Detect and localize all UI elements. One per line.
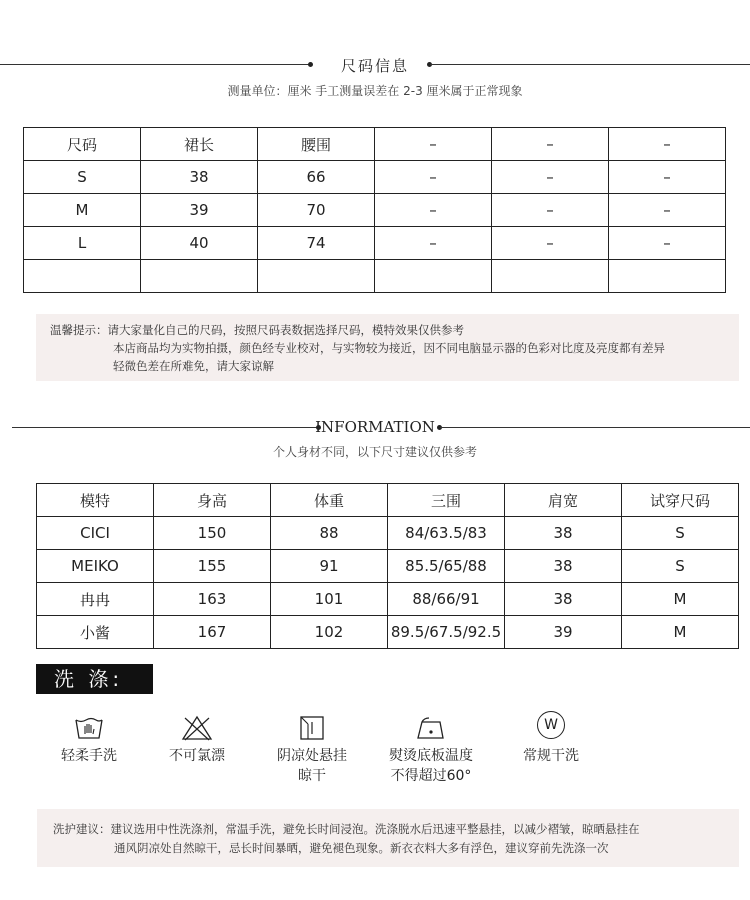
care-advice-line: 洗护建议：建议选用中性洗涤剂，常温手洗，避免长时间浸泡。洗涤脱水后迅速平整悬挂，以减少褶皱，晾晒悬挂在 [53, 822, 640, 836]
model-cell: S [622, 517, 739, 550]
size-cell: – [492, 227, 609, 260]
model-cell: 101 [271, 583, 388, 616]
size-cell: – [609, 161, 726, 194]
model-cell: 102 [271, 616, 388, 649]
model-header-cell: 身高 [154, 484, 271, 517]
model-cell: 91 [271, 550, 388, 583]
model-cell: CICI [37, 517, 154, 550]
tip-line: 本店商品均为实物拍摄，颜色经专业校对，与实物较为接近，因不同电脑显示器的色彩对比度及亮度都有差异 [113, 341, 665, 355]
model-cell: 88 [271, 517, 388, 550]
no-bleach-label: 不可氯漂 [169, 748, 225, 764]
wash-section-title: 洗 涤: [36, 664, 153, 694]
model-cell: 39 [505, 616, 622, 649]
table-row [24, 194, 726, 227]
iron-icon [414, 714, 448, 742]
info-title-line-right [440, 427, 750, 428]
size-cell: S [24, 161, 141, 194]
model-cell: M [622, 583, 739, 616]
size-header-cell: – [609, 128, 726, 161]
care-advice-box [37, 809, 739, 867]
model-header-cell: 试穿尺码 [622, 484, 739, 517]
size-section-subtitle: 测量单位：厘米 手工测量误差在 2-3 厘米属于正常现象 [227, 84, 523, 98]
size-section-title: 尺码信息 [340, 57, 409, 75]
iron-label-1: 熨烫底板温度 [389, 748, 473, 764]
size-cell: 38 [141, 161, 258, 194]
model-cell: 冉冉 [37, 583, 154, 616]
table-row [37, 550, 739, 583]
size-cell [492, 260, 609, 293]
size-header-cell: 腰围 [258, 128, 375, 161]
model-table-header [37, 484, 739, 517]
shade-dry-label-1: 阴凉处悬挂 [277, 748, 347, 764]
model-cell: 89.5/67.5/92.5 [388, 616, 505, 649]
size-table [23, 127, 726, 293]
size-cell [141, 260, 258, 293]
size-table-header [24, 128, 726, 161]
model-cell: 167 [154, 616, 271, 649]
model-header-cell: 模特 [37, 484, 154, 517]
size-cell: 70 [258, 194, 375, 227]
size-cell: – [375, 194, 492, 227]
size-cell: M [24, 194, 141, 227]
model-table [36, 483, 739, 649]
model-cell: 88/66/91 [388, 583, 505, 616]
model-cell: 38 [505, 517, 622, 550]
size-cell: 39 [141, 194, 258, 227]
wash-item-dry-clean [496, 711, 606, 766]
size-cell: L [24, 227, 141, 260]
dry-clean-label: 常规干洗 [523, 748, 579, 764]
size-cell: – [375, 161, 492, 194]
table-row [37, 583, 739, 616]
wash-item-shade-dry [257, 714, 367, 786]
size-cell: – [609, 227, 726, 260]
size-cell: – [492, 194, 609, 227]
model-cell: 155 [154, 550, 271, 583]
size-title-line-right [430, 64, 750, 65]
model-cell: S [622, 550, 739, 583]
iron-label-2: 不得超过60° [390, 768, 472, 784]
info-section-title: INFORMATION [315, 418, 435, 436]
shade-dry-icon [296, 714, 328, 742]
model-cell: M [622, 616, 739, 649]
table-row [24, 227, 726, 260]
size-header-cell: – [492, 128, 609, 161]
size-cell [258, 260, 375, 293]
model-header-cell: 肩宽 [505, 484, 622, 517]
no-bleach-icon [181, 714, 213, 742]
size-header-cell: 裙长 [141, 128, 258, 161]
model-cell: 84/63.5/83 [388, 517, 505, 550]
model-cell: 85.5/65/88 [388, 550, 505, 583]
table-row [37, 616, 739, 649]
size-header-cell: 尺码 [24, 128, 141, 161]
model-cell: MEIKO [37, 550, 154, 583]
model-cell: 150 [154, 517, 271, 550]
table-row [37, 517, 739, 550]
wash-item-iron [376, 714, 486, 786]
shade-dry-label-2: 晾干 [298, 768, 326, 784]
size-cell [375, 260, 492, 293]
table-row [24, 161, 726, 194]
wash-item-no-bleach [142, 714, 252, 766]
model-cell: 小酱 [37, 616, 154, 649]
model-header-cell: 三围 [388, 484, 505, 517]
dry-clean-icon: W [537, 711, 565, 739]
size-cell: 40 [141, 227, 258, 260]
size-cell [609, 260, 726, 293]
tip-line: 轻微色差在所难免，请大家谅解 [113, 359, 274, 373]
table-row [24, 260, 726, 293]
hand-wash-icon [73, 714, 105, 742]
wash-item-hand-wash [34, 714, 144, 766]
info-section-subtitle: 个人身材不同，以下尺寸建议仅供参考 [272, 445, 477, 459]
size-cell: – [492, 161, 609, 194]
model-cell: 38 [505, 583, 622, 616]
tip-line: 温馨提示：请大家量化自己的尺码，按照尺码表数据选择尺码，模特效果仅供参考 [50, 323, 464, 337]
size-header-cell: – [375, 128, 492, 161]
size-cell: – [375, 227, 492, 260]
size-cell: 66 [258, 161, 375, 194]
size-cell [24, 260, 141, 293]
care-advice-line: 通风阴凉处自然晾干，忌长时间暴晒，避免褪色现象。新衣衣料大多有浮色，建议穿前先洗涤一次 [114, 841, 609, 855]
tip-box [36, 314, 739, 381]
hand-wash-label: 轻柔手洗 [61, 748, 117, 764]
model-cell: 163 [154, 583, 271, 616]
size-cell: – [609, 194, 726, 227]
model-header-cell: 体重 [271, 484, 388, 517]
model-cell: 38 [505, 550, 622, 583]
size-cell: 74 [258, 227, 375, 260]
